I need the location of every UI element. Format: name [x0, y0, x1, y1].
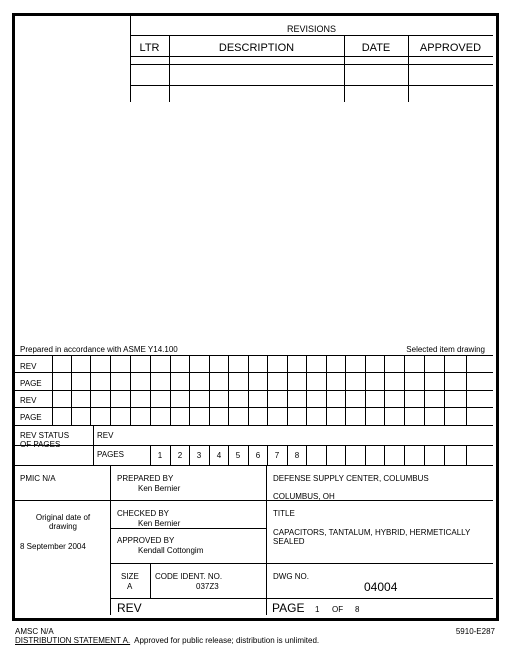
page-number-cell: 5 [235, 451, 241, 460]
page-label: PAGE [272, 601, 305, 615]
dwg-no-label: DWG NO. [273, 572, 309, 581]
rev-status-rev-label: REV [97, 431, 114, 440]
distribution-text: Approved for public release; distribution is unlimited. [134, 636, 320, 645]
dwg-no-value: 04004 [364, 580, 398, 594]
revisions-col-description: DESCRIPTION [218, 42, 295, 54]
approved-by-label: APPROVED BY [117, 536, 175, 545]
page-number-cell: 4 [216, 451, 222, 460]
distribution-statement [15, 636, 319, 645]
form-number: 5910-E287 [455, 627, 495, 636]
page-row-label: PAGE [20, 413, 42, 422]
size-label: SIZE [121, 572, 139, 581]
page-number-cell: 2 [177, 451, 183, 460]
checked-by-label: CHECKED BY [117, 509, 170, 518]
page-number-cell: 1 [157, 451, 163, 460]
grid-line [130, 355, 131, 425]
grid-line [444, 355, 445, 425]
prepared-by-label: PREPARED BY [117, 474, 174, 483]
grid-line [424, 355, 425, 425]
grid-line [326, 355, 327, 425]
grid-line [15, 445, 493, 446]
grid-line [15, 355, 493, 356]
code-ident-label: CODE IDENT. NO. [155, 572, 223, 581]
grid-line [15, 390, 493, 391]
grid-line [90, 355, 91, 425]
title-label: TITLE [273, 509, 295, 518]
page-row-label: PAGE [20, 379, 42, 388]
page-total: 8 [355, 605, 360, 614]
revisions-title: REVISIONS [286, 24, 336, 34]
page-number-cell: 7 [274, 451, 280, 460]
grid-line [71, 355, 72, 425]
grid-line [248, 355, 249, 425]
grid-line [345, 445, 346, 465]
grid-line [365, 355, 366, 425]
agency-city: COLUMBUS, OH [273, 492, 335, 501]
grid-line [150, 355, 151, 425]
grid-line [15, 407, 493, 408]
grid-line [287, 355, 288, 425]
grid-line [365, 445, 366, 465]
grid-line [466, 445, 467, 465]
page-number-cell: 8 [294, 451, 300, 460]
grid-line [384, 445, 385, 465]
drawing-title: CAPACITORS, TANTALUM, HYBRID, HERMETICALLY SEALED [273, 528, 471, 546]
grid-line [228, 355, 229, 425]
pmic-label: PMIC N/A [20, 474, 56, 483]
page-number: 1 [315, 605, 320, 614]
original-date-label: Original date of drawing [35, 513, 91, 531]
of-label: OF [332, 605, 344, 614]
code-ident-value: 037Z3 [196, 582, 219, 591]
grid-line [306, 445, 307, 465]
grid-line [15, 425, 493, 426]
grid-line [444, 445, 445, 465]
grid-line [189, 355, 190, 425]
grid-line [404, 445, 405, 465]
revisions-col-ltr: LTR [139, 42, 160, 54]
rev-row-label: REV [20, 362, 37, 371]
rev-label: REV [117, 601, 142, 615]
grid-line [170, 355, 171, 425]
grid-line [384, 355, 385, 425]
checked-by-name: Ken Bernier [138, 519, 181, 528]
asme-note: Prepared in accordance with ASME Y14.100 [20, 345, 178, 354]
grid-line [404, 355, 405, 425]
grid-line [52, 355, 53, 425]
selected-item-note: Selected item drawing [406, 345, 485, 354]
prepared-by-name: Ken Bernier [138, 484, 181, 493]
grid-line [209, 355, 210, 425]
grid-line [93, 425, 94, 465]
approved-by-name: Kendall Cottongim [138, 546, 204, 555]
amsc-label: AMSC N/A [15, 627, 54, 636]
grid-line [267, 355, 268, 425]
agency-name: DEFENSE SUPPLY CENTER, COLUMBUS [273, 474, 429, 483]
rev-row-label: REV [20, 396, 37, 405]
grid-line [466, 355, 467, 425]
grid-line [345, 355, 346, 425]
rev-status-label: REV STATUS OF PAGES [20, 431, 70, 449]
revisions-col-date: DATE [361, 42, 391, 54]
page-number-cell: 3 [196, 451, 202, 460]
grid-line [326, 445, 327, 465]
rev-status-pages-label: PAGES [97, 450, 124, 459]
grid-line [15, 372, 493, 373]
size-value: A [127, 582, 133, 591]
grid-line [306, 355, 307, 425]
grid-line [424, 445, 425, 465]
original-date: 8 September 2004 [20, 542, 86, 551]
revisions-col-approved: APPROVED [419, 42, 482, 54]
distribution-label: DISTRIBUTION STATEMENT A. [15, 636, 131, 645]
page-number-cell: 6 [255, 451, 261, 460]
grid-line [110, 355, 111, 425]
